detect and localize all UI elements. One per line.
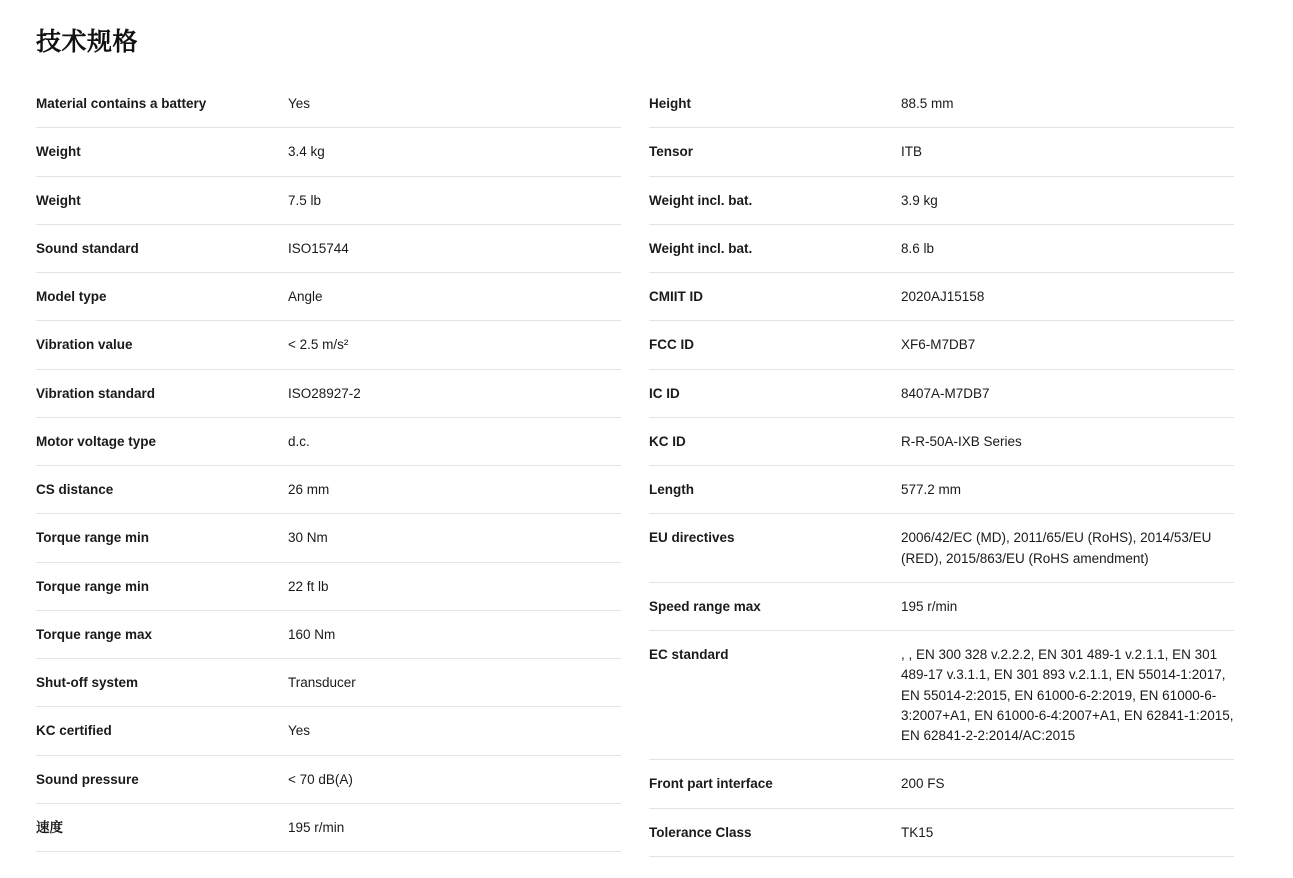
spec-row — [649, 225, 1234, 273]
spec-label: KC certified — [36, 723, 112, 739]
spec-label: Vibration value — [36, 337, 133, 353]
spec-value: XF6-M7DB7 — [901, 337, 976, 353]
spec-row — [36, 514, 621, 562]
spec-label: Tensor — [649, 144, 694, 160]
spec-row — [649, 128, 1234, 176]
spec-value: 160 Nm — [288, 626, 336, 642]
spec-row — [649, 80, 1234, 128]
spec-label: Weight incl. bat. — [649, 192, 753, 208]
spec-row — [36, 466, 621, 514]
spec-value: 2006/42/EC (MD), 2011/65/EU (RoHS), 2014/53/EU (RED), 2015/863/EU (RoHS amendment) — [901, 530, 1212, 566]
spec-label: Tolerance Class — [649, 824, 752, 840]
spec-row — [36, 659, 621, 707]
spec-row — [649, 514, 1234, 583]
spec-label: Weight incl. bat. — [649, 240, 753, 256]
spec-label: Weight — [36, 144, 81, 160]
spec-label: Model type — [36, 289, 107, 304]
spec-row — [36, 611, 621, 659]
spec-row — [36, 321, 621, 369]
spec-row — [649, 321, 1234, 369]
spec-row — [36, 563, 621, 611]
spec-row — [649, 760, 1234, 808]
spec-row — [36, 80, 621, 128]
spec-row — [649, 418, 1234, 466]
spec-label: KC ID — [649, 433, 686, 449]
spec-row — [649, 583, 1234, 631]
spec-column-right — [649, 80, 1234, 857]
spec-row — [649, 631, 1234, 760]
page-title: 技术规格 — [36, 28, 139, 56]
spec-value: ITB — [901, 144, 923, 160]
spec-label: Weight — [36, 192, 81, 208]
spec-label: FCC ID — [649, 337, 694, 353]
spec-row — [36, 273, 621, 321]
spec-value: 577.2 mm — [901, 482, 962, 497]
spec-value: 3.4 kg — [288, 144, 325, 160]
spec-row — [36, 177, 621, 225]
spec-label: CS distance — [36, 482, 114, 497]
spec-value: 8407A-M7DB7 — [901, 385, 990, 401]
spec-label: CMIIT ID — [649, 289, 703, 304]
spec-value: , , EN 300 328 v.2.2.2, EN 301 489-1 v.2.1.1, EN 301 489-17 v.3.1.1, EN 301 893 v.2.1.1, EN 55014-1:2017, EN 55014-2:2015, EN 61000-6-2:2019, EN 61000-6-3:2007+A1, EN 61000-6-4:2007+A1, EN 62841-1:2015, EN 62841-2-2:2014/AC:2015 — [901, 647, 1234, 743]
spec-label: Height — [649, 96, 691, 111]
spec-value: 200 FS — [901, 776, 945, 792]
spec-label: Motor voltage type — [36, 433, 157, 449]
spec-value: Yes — [288, 723, 311, 739]
spec-row — [649, 273, 1234, 321]
spec-value: R-R-50A-IXB Series — [901, 433, 1022, 449]
spec-value: 30 Nm — [288, 530, 328, 546]
spec-value: TK15 — [901, 824, 934, 840]
spec-row — [36, 418, 621, 466]
spec-column-left — [36, 80, 621, 852]
spec-row — [649, 177, 1234, 225]
spec-value: < 2.5 m/s² — [288, 337, 349, 353]
spec-label: Shut-off system — [36, 675, 139, 690]
spec-label: Front part interface — [649, 776, 773, 792]
spec-row — [649, 809, 1234, 857]
spec-row — [36, 707, 621, 755]
spec-value: 2020AJ15158 — [901, 289, 985, 304]
spec-value: 7.5 lb — [288, 192, 322, 208]
spec-row — [36, 804, 621, 852]
spec-label: IC ID — [649, 385, 680, 401]
spec-row — [649, 370, 1234, 418]
spec-label: EU directives — [649, 530, 735, 546]
spec-value: Transducer — [288, 675, 356, 690]
spec-label: Torque range min — [36, 530, 150, 546]
spec-row — [649, 466, 1234, 514]
spec-value: < 70 dB(A) — [288, 771, 353, 787]
spec-value: Angle — [288, 289, 323, 304]
spec-row — [36, 756, 621, 804]
spec-columns — [36, 80, 1234, 857]
spec-value: ISO15744 — [288, 240, 349, 256]
spec-row — [36, 370, 621, 418]
spec-label: Vibration standard — [36, 385, 156, 401]
spec-value: 8.6 lb — [901, 240, 935, 256]
spec-label: Speed range max — [649, 598, 761, 614]
spec-value: Yes — [288, 96, 311, 111]
spec-label: Torque range min — [36, 578, 150, 594]
spec-value: 195 r/min — [288, 819, 345, 835]
spec-value: d.c. — [288, 433, 310, 449]
spec-row — [36, 128, 621, 176]
spec-value: 3.9 kg — [901, 192, 938, 208]
spec-row — [36, 225, 621, 273]
spec-label: Material contains a battery — [36, 96, 207, 111]
spec-label: Length — [649, 482, 694, 497]
spec-value: 22 ft lb — [288, 578, 329, 594]
spec-label: Torque range max — [36, 626, 153, 642]
spec-value: 26 mm — [288, 482, 330, 497]
spec-value: 195 r/min — [901, 598, 958, 614]
spec-value: ISO28927-2 — [288, 385, 361, 401]
spec-label: EC standard — [649, 647, 729, 662]
spec-label: 速度 — [36, 819, 63, 835]
spec-value: 88.5 mm — [901, 96, 954, 111]
spec-label: Sound standard — [36, 240, 139, 256]
spec-label: Sound pressure — [36, 771, 139, 787]
